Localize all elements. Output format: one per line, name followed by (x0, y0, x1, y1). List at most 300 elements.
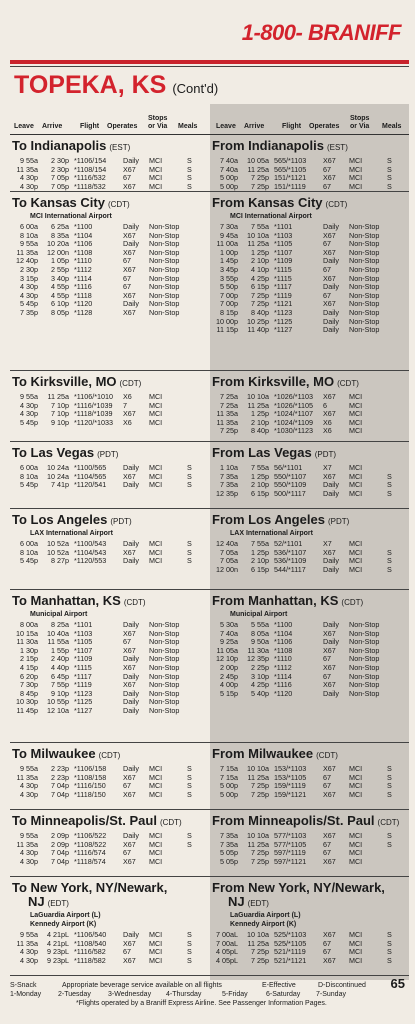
operates-days: 67 (123, 947, 131, 957)
flight-number: *1120 (74, 299, 93, 309)
operates-days: X67 (323, 831, 336, 840)
leave-time: 11 35a (16, 247, 38, 257)
stops-via: Non-Stop (149, 645, 180, 655)
schedule-row (210, 849, 410, 858)
operates-days: Daily (323, 620, 339, 629)
operates-days: Daily (323, 325, 339, 335)
operates-days: X67 (123, 471, 136, 481)
leave-time: 4 30p (20, 947, 38, 957)
flight-number: *1112 (274, 662, 292, 672)
stops-via: MCI (349, 781, 363, 791)
schedule-row (210, 257, 410, 266)
stops-via: Non-Stop (349, 222, 380, 231)
arrive-time: 7 41p (51, 480, 69, 490)
leave-time: 2 15p (20, 654, 38, 664)
stops-via: Non-Stop (349, 307, 380, 317)
leave-time: 4 05pL (216, 947, 238, 957)
schedule-row (210, 791, 410, 800)
flight-number: 597/*1119 (274, 848, 306, 858)
stops-via: MCI (349, 173, 363, 183)
arrive-time: 10 24a (47, 471, 69, 481)
operates-days: X67 (323, 680, 336, 690)
flight-number: 153/*1105 (274, 772, 307, 782)
flight-number: *1118/150 (74, 789, 106, 799)
arrive-time: 8 27p (51, 556, 69, 566)
route-title (210, 810, 410, 830)
flight-number: 159/*1119 (274, 781, 306, 791)
from-route-block (210, 371, 410, 436)
meal-code: S (387, 480, 392, 490)
leave-time: 3 15p (20, 273, 38, 283)
arrive-time: 6 10p (51, 299, 69, 309)
schedule-row (210, 841, 410, 850)
stops-via: Non-Stop (349, 247, 380, 257)
schedule-row (210, 427, 410, 436)
route-title (10, 509, 210, 529)
col-via-r: or Via (350, 123, 370, 130)
arrive-time: 1 05p (51, 256, 69, 266)
legend-effective: E-Effective (262, 982, 296, 989)
schedule-row (210, 232, 410, 241)
operates-days: X7 (323, 539, 332, 548)
flight-number: 550/*1107 (274, 471, 307, 481)
schedule-row (10, 249, 210, 258)
col-arrive-r: Arrive (244, 123, 265, 130)
time-zone: (EDT) (247, 899, 269, 908)
meal-code: S (187, 839, 192, 849)
stops-via: MCI (349, 938, 363, 948)
meal-code: S (387, 789, 392, 799)
stops-via: Non-Stop (149, 705, 180, 715)
stops-via: MCI (349, 955, 363, 965)
arrive-time: 11 25a (247, 400, 269, 410)
flight-number: 597/*1121 (274, 856, 307, 866)
operates-days: 67 (123, 282, 131, 292)
schedule-row (210, 183, 410, 192)
flight-number: *1116/*1039 (74, 400, 113, 410)
col-leave-r: Leave (216, 123, 236, 130)
flight-number: *1101 (274, 222, 293, 231)
route-section (10, 192, 409, 371)
legend-snack: S-Snack (10, 982, 37, 989)
operates-days: X67 (323, 955, 336, 965)
arrive-time: 10 52a (47, 547, 69, 557)
legend-day-7: 7-Sunday (316, 991, 346, 998)
arrive-time: 5 40p (251, 688, 269, 698)
leave-time: 1 45p (220, 256, 238, 266)
flight-number: *1108/154 (74, 164, 107, 174)
leave-time: 4 05pL (216, 955, 238, 965)
leave-time: 9 55a (20, 156, 38, 165)
leave-time: 7 25a (220, 392, 238, 401)
operates-days: X67 (323, 156, 336, 165)
flight-number: *1109 (74, 654, 93, 664)
leave-time: 4 30p (20, 282, 38, 292)
legend-beverage: Appropriate beverage service available on all flights (62, 982, 222, 989)
arrive-time: 9 23pL (47, 947, 69, 957)
operates-days: Daily (323, 480, 339, 490)
flight-number: *1120/*1033 (74, 417, 114, 427)
time-zone: (CDT) (337, 379, 359, 388)
stops-via: Non-Stop (349, 628, 380, 638)
schedule-row (10, 240, 210, 249)
operates-days: X67 (323, 547, 336, 557)
stops-via: MCI (349, 392, 363, 401)
arrive-time: 7 04p (51, 789, 69, 799)
stops-via: MCI (149, 392, 163, 401)
stops-via: MCI (149, 463, 163, 472)
schedule-row (210, 240, 410, 249)
flight-number: *1110 (74, 256, 92, 266)
route-city: From Kirksville, MO (212, 374, 335, 389)
operates-days: X67 (323, 789, 336, 799)
schedule-row (10, 549, 210, 558)
stops-via: MCI (349, 848, 363, 858)
route-section (10, 371, 409, 442)
arrive-time: 1 25p (251, 409, 269, 419)
meal-code: S (387, 831, 392, 840)
meal-code: S (187, 938, 192, 948)
leave-time: 4 30p (20, 856, 38, 866)
meal-code: S (387, 839, 392, 849)
operates-days: X67 (123, 772, 136, 782)
operates-days: X67 (323, 764, 336, 773)
route-city: From Las Vegas (212, 445, 312, 460)
flight-number: *1121 (274, 299, 293, 309)
arrive-time: 12 00n (47, 247, 69, 257)
flight-number: 536/*1107 (274, 547, 307, 557)
operates-days: 67 (323, 947, 331, 957)
leave-time: 1 10a (220, 463, 238, 472)
col-operates-r: Operates (309, 123, 340, 130)
operates-days: Daily (323, 307, 339, 317)
schedule-row (210, 249, 410, 258)
arrive-time: 9 10p (51, 688, 69, 698)
operates-days: X67 (123, 645, 136, 655)
time-zone: (CDT) (107, 200, 130, 209)
leave-time: 5 45p (20, 417, 38, 427)
airport-name: LaGuardia Airport (L) (30, 912, 101, 919)
stops-via: Non-Stop (149, 256, 180, 266)
flight-number: *1108/522 (74, 839, 107, 849)
flight-number: 153/*1103 (274, 764, 307, 773)
stops-via: Non-Stop (149, 222, 180, 231)
meal-code: S (187, 556, 192, 566)
schedule-row (210, 275, 410, 284)
flight-number: *1109 (274, 256, 293, 266)
flight-number: *1106 (74, 239, 93, 249)
schedule-row (10, 849, 210, 858)
arrive-time: 7 04p (51, 781, 69, 791)
operates-days: 67 (323, 264, 331, 274)
schedule-row (10, 664, 210, 673)
stops-via: Non-Stop (349, 299, 380, 309)
stops-via: Non-Stop (349, 645, 380, 655)
schedule-row (210, 638, 410, 647)
schedule-row (210, 931, 410, 940)
flight-number: *1119 (274, 290, 292, 300)
legend-day-2: 2-Tuesday (58, 991, 91, 998)
arrive-time: 7 25p (251, 173, 269, 183)
operates-days: X67 (123, 839, 136, 849)
arrive-time: 2 09p (51, 839, 69, 849)
leave-time: 5 05p (220, 856, 238, 866)
stops-via: Non-Stop (149, 688, 180, 698)
operates-days: X67 (123, 628, 136, 638)
flight-number: *1108/540 (74, 938, 107, 948)
operates-days: X67 (123, 409, 136, 419)
col-arrive: Arrive (42, 123, 63, 130)
stops-via: MCI (149, 156, 163, 165)
stops-via: MCI (349, 839, 363, 849)
meal-code: S (387, 164, 392, 174)
flight-number: *1106/540 (74, 930, 107, 939)
meal-code: S (387, 564, 392, 574)
flight-number: 525/*1105 (274, 938, 307, 948)
meal-code: S (187, 955, 192, 965)
schedule-row (10, 681, 210, 690)
operates-days: Daily (323, 637, 339, 647)
schedule-row (210, 647, 410, 656)
stops-via: Non-Stop (149, 282, 180, 292)
arrive-time: 7 25p (251, 181, 269, 191)
arrive-time: 2 23p (51, 764, 69, 773)
schedule-row (10, 473, 210, 482)
stops-via: MCI (149, 938, 163, 948)
operates-days: 67 (323, 938, 331, 948)
operates-days: X67 (123, 680, 136, 690)
time-zone: (CDT) (341, 598, 364, 607)
leave-time: 4 30p (20, 400, 38, 410)
schedule-row (10, 698, 210, 707)
time-zone: (PDT) (97, 450, 119, 459)
meal-code: S (187, 781, 192, 791)
flight-number: *1101 (74, 620, 93, 629)
stops-via: Non-Stop (349, 316, 380, 326)
arrive-time: 3 40p (51, 273, 69, 283)
leave-time: 9 55a (20, 930, 38, 939)
operates-days: X67 (123, 789, 136, 799)
operates-days: 67 (123, 256, 131, 266)
arrive-time: 3 10p (251, 671, 269, 681)
operates-days: Daily (123, 480, 139, 490)
flight-number: *1104/543 (74, 547, 107, 557)
meal-code: S (187, 772, 192, 782)
operates-days: X67 (323, 173, 336, 183)
arrive-time: 2 09p (51, 831, 69, 840)
leave-time: 8 00a (20, 620, 38, 629)
route-city: To New York, NY/Newark, (12, 880, 168, 895)
meal-code: S (387, 938, 392, 948)
meal-code: S (187, 173, 192, 183)
legend-day-4: 4-Thursday (166, 991, 202, 998)
schedule-row (10, 257, 210, 266)
col-flight-r: Flight (282, 123, 302, 130)
schedule-row (10, 655, 210, 664)
arrive-time: 4 55p (51, 282, 69, 292)
flight-number: *1103 (74, 628, 93, 638)
flight-number: *1105 (274, 239, 293, 249)
operates-days: Daily (123, 222, 139, 231)
leave-time: 11 35a (16, 938, 38, 948)
flight-number: *1108 (274, 645, 293, 655)
schedule-row (210, 948, 410, 957)
route-title (210, 192, 410, 212)
time-zone: (EST) (109, 143, 131, 152)
meal-code: S (387, 955, 392, 965)
schedule-row (210, 266, 410, 275)
city-name: TOPEKA, KS (14, 71, 167, 99)
route-city: From Indianapolis (212, 138, 324, 153)
stops-via: Non-Stop (349, 282, 380, 292)
schedule-row (210, 292, 410, 301)
route-title (210, 442, 410, 462)
time-zone: (CDT) (377, 818, 400, 827)
operates-days: X67 (123, 662, 136, 672)
operates-days: X67 (323, 392, 336, 401)
airport-name: Municipal Airport (230, 611, 288, 618)
leave-time: 7 00p (220, 290, 238, 300)
route-title (10, 810, 210, 830)
operates-days: Daily (123, 764, 139, 773)
operates-days: X67 (123, 856, 136, 866)
operates-days: 67 (323, 654, 331, 664)
stops-via: Non-Stop (149, 671, 180, 681)
leave-time: 5 00p (220, 781, 238, 791)
flight-number: 52/*1101 (274, 539, 303, 548)
time-zone: (CDT) (325, 200, 348, 209)
leave-time: 8 10a (20, 547, 38, 557)
leave-time: 11 15p (216, 325, 238, 335)
leave-time: 7 25p (220, 426, 238, 436)
schedule-row (210, 540, 410, 549)
schedule-row (10, 223, 210, 232)
stops-via: Non-Stop (149, 299, 180, 309)
schedule-row (10, 540, 210, 549)
operates-days: Daily (123, 156, 139, 165)
schedule-row (210, 549, 410, 558)
flight-number: *1128 (74, 307, 93, 317)
flight-number: 544/*1117 (274, 564, 306, 574)
schedule-row (10, 266, 210, 275)
legend-day-5: 5-Friday (222, 991, 248, 998)
arrive-time: 6 25a (51, 222, 69, 231)
stops-via: MCI (349, 564, 363, 574)
stops-via: MCI (349, 556, 363, 566)
stops-via: Non-Stop (149, 230, 180, 240)
stops-via: Non-Stop (349, 264, 380, 274)
flight-number: *1118 (74, 290, 92, 300)
flight-number: *1125 (74, 697, 93, 707)
operates-days: X67 (323, 930, 336, 939)
stops-via: Non-Stop (149, 247, 180, 257)
leave-time: 7 00p (220, 299, 238, 309)
leave-time: 4 30p (20, 789, 38, 799)
meal-code: S (387, 181, 392, 191)
operates-days: X6 (323, 426, 332, 436)
time-zone: (EST) (326, 143, 348, 152)
meal-code: S (187, 547, 192, 557)
flight-number: *1106 (274, 637, 293, 647)
route-title (10, 590, 210, 610)
route-section (10, 877, 409, 976)
meal-code: S (187, 164, 192, 174)
meal-code: S (387, 173, 392, 183)
schedule-row (10, 774, 210, 783)
operates-days: Daily (123, 556, 139, 566)
route-title (10, 135, 210, 155)
schedule-row (10, 841, 210, 850)
operates-days: 67 (123, 781, 131, 791)
leave-time: 8 45p (20, 688, 38, 698)
stops-via: Non-Stop (149, 662, 180, 672)
arrive-time: 10 10a (247, 392, 269, 401)
arrive-time: 4 40p (51, 662, 69, 672)
flight-number: *1120/553 (74, 556, 107, 566)
schedule-row (210, 655, 410, 664)
leave-time: 7 35a (220, 831, 238, 840)
leave-time: 7 00aL (216, 930, 238, 939)
stops-via: MCI (349, 480, 363, 490)
operates-days: Daily (323, 222, 339, 231)
flight-number: *1123 (74, 688, 93, 698)
meal-code: S (187, 480, 192, 490)
stops-via: MCI (149, 955, 163, 965)
airport-name: LAX International Airport (30, 530, 113, 537)
arrive-time: 2 30p (51, 156, 69, 165)
from-route-block (210, 810, 410, 866)
stops-via: MCI (149, 164, 163, 174)
flight-number: *1104/565 (74, 471, 107, 481)
header-rule-thin (10, 66, 409, 67)
stops-via: MCI (149, 417, 163, 427)
stops-via: MCI (149, 400, 163, 410)
meal-code: S (187, 947, 192, 957)
route-city: To Kansas City (12, 195, 105, 210)
operates-days: Daily (123, 539, 139, 548)
route-title (10, 192, 210, 212)
flight-number: 577/*1105 (274, 839, 307, 849)
operates-days: Daily (123, 463, 139, 472)
stops-via: MCI (349, 789, 363, 799)
stops-via: Non-Stop (149, 697, 180, 707)
from-route-block (210, 509, 410, 574)
schedule-row (210, 283, 410, 292)
operates-days: Daily (123, 705, 139, 715)
route-city: To Las Vegas (12, 445, 95, 460)
flight-number: 521/*1119 (274, 947, 306, 957)
meal-code: S (187, 831, 192, 840)
leave-time: 9 25a (220, 637, 238, 647)
stops-via: MCI (349, 181, 363, 191)
time-zone: (CDT) (98, 751, 121, 760)
arrive-time: 10 24a (47, 463, 69, 472)
leave-time: 7 00aL (216, 938, 238, 948)
leave-time: 9 55a (20, 392, 38, 401)
stops-via: Non-Stop (349, 256, 380, 266)
stops-via: Non-Stop (349, 680, 380, 690)
flight-number: *1115 (274, 273, 292, 283)
stops-via: MCI (149, 480, 163, 490)
arrive-time: 1 25p (251, 247, 269, 257)
airport-name: LAX International Airport (230, 530, 313, 537)
route-city: From Milwaukee (212, 746, 314, 761)
operates-days: X67 (123, 247, 136, 257)
meal-code: S (387, 781, 392, 791)
route-title (210, 590, 410, 610)
schedule-row (10, 940, 210, 949)
flight-number: *1024/*1107 (274, 409, 314, 419)
